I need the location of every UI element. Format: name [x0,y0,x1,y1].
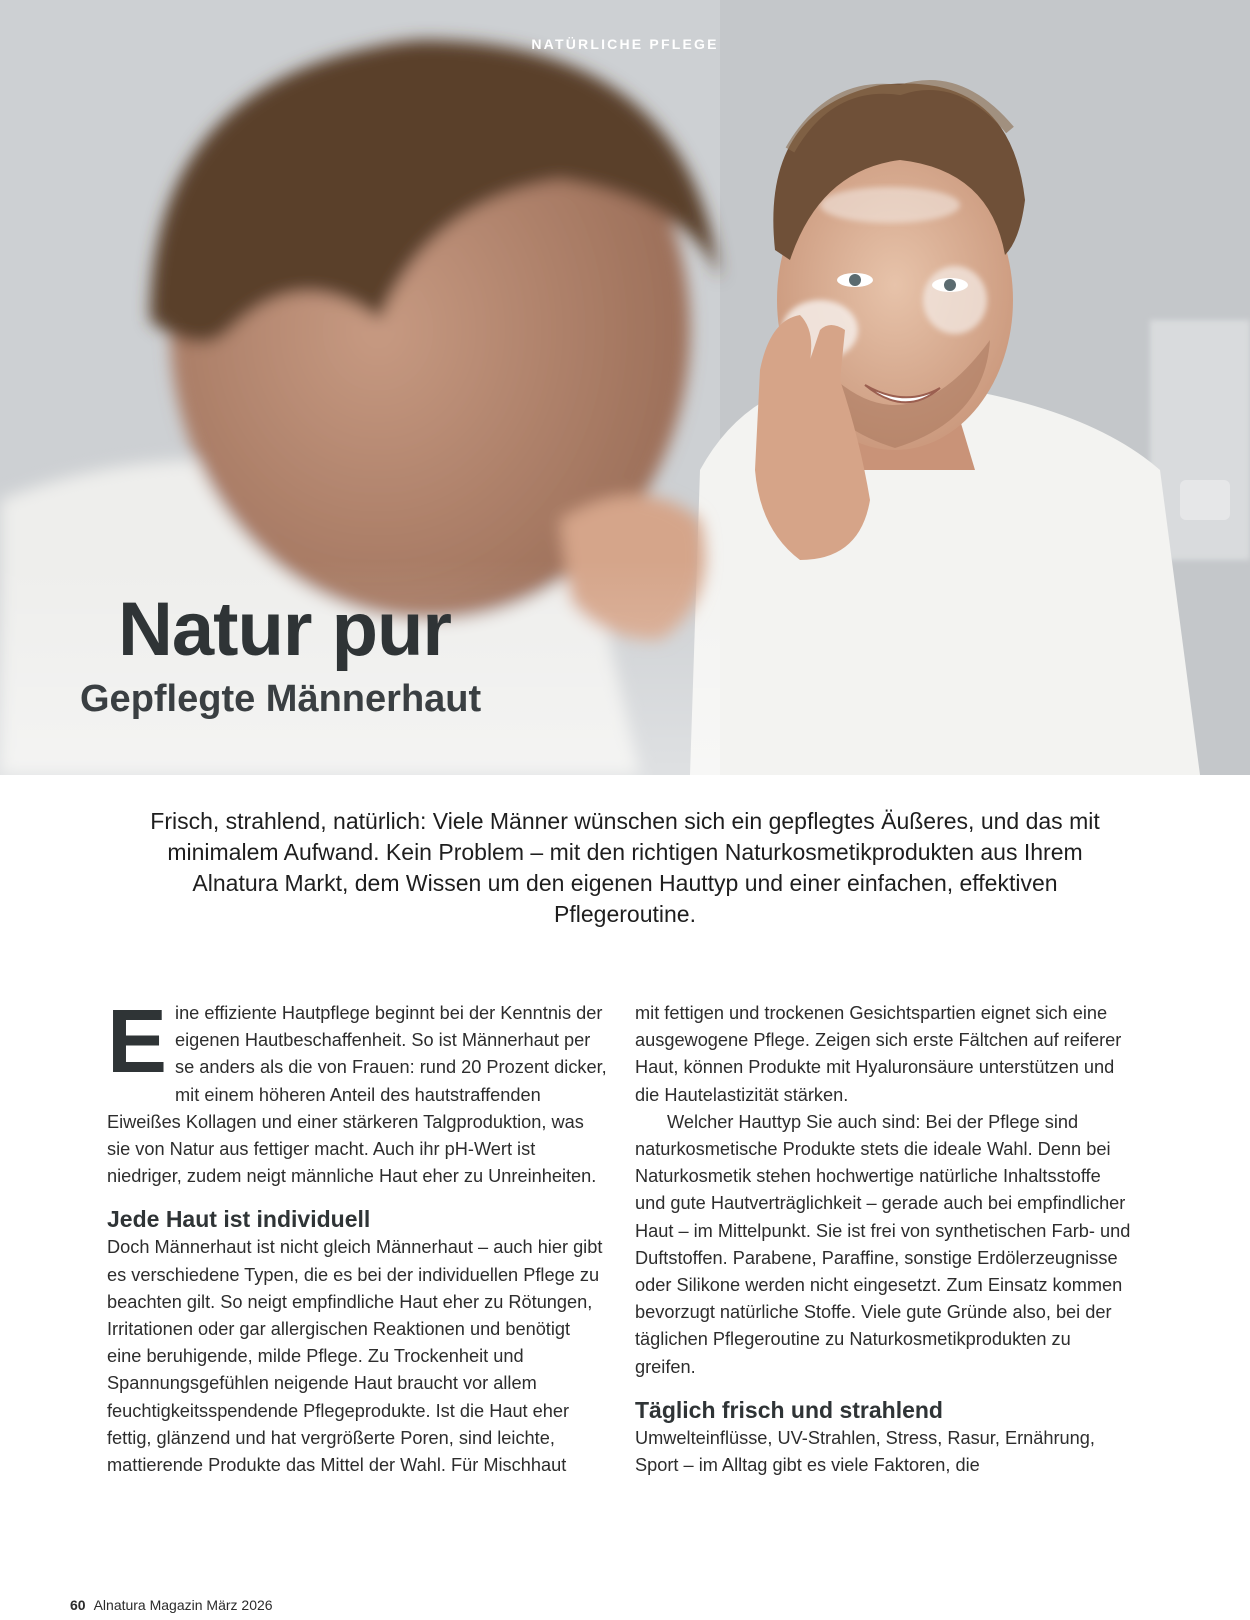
section-heading-2: Täglich frisch und strahlend [635,1396,943,1423]
article-title: Natur pur [118,587,451,672]
paragraph-1-text: ine effiziente Hautpflege beginnt bei der Kenntnis der eigenen Hautbeschaffenheit. So ist Männerhaut per se anders als die von Frauen: rund 20 Prozent dicker, mit einem höheren Anteil des hautstraffenden Eiweißes Kollagen und einer stärkeren Talgproduktion, was sie von Natur aus fettiger macht. Auch ihr pH-Wert ist niedriger, zudem neigt männliche Haut eher zu Unreinheiten. [107,1003,607,1187]
hero-photo [0,0,1250,775]
article-subtitle: Gepflegte Männerhaut [80,678,482,720]
paragraph-4: Welcher Hauttyp Sie auch sind: Bei der Pflege sind naturkosmetische Produkte stets die ideale Wahl. Denn bei Naturkosmetik stehen hochwertige natürliche Inhaltsstoffe und gute Hautverträglichkeit – gerade auch bei empfindlicher Haut – im Mittelpunkt. Sie ist frei von synthetischen Farb- und Duftstoffen. Parabene, Paraffine, sonstige Erdölerzeugnisse oder Silikone werden nicht eingesetzt. Zum Einsatz kommen bevorzugt natürliche Stoffe. Viele gute Gründe also, bei der täglichen Pflegeroutine zu Naturkosmetikprodukten zu greifen. [635,1111,1131,1377]
page-number: 60 [70,1597,86,1613]
page-footer [70,1597,273,1613]
section-label: NATÜRLICHE PFLEGE [531,36,719,52]
drop-cap: E [107,992,168,1092]
publication-name: Alnatura Magazin März 2026 [93,1597,273,1613]
intro-lead: Frisch, strahlend, natürlich: Viele Männer wünschen sich ein gepflegtes Äußeres, und das mit minimalem Aufwand. Kein Problem – mit den richtigen Naturkosmetikprodukten aus Ihrem Alnatura Markt, dem Wissen um den eigenen Hauttyp und einer einfachen, effektiven Pflegeroutine. [150,808,1100,927]
article-column-left [107,992,607,1479]
section-heading-1: Jede Haut ist individuell [107,1206,371,1233]
article-column-right [635,1000,1135,1479]
paragraph-1 [107,992,607,1190]
paragraph-5: Umwelteinflüsse, UV-Strahlen, Stress, Rasur, Ernährung, Sport – im Alltag gibt es viele Faktoren, die [635,1427,1095,1476]
paragraph-2: Doch Männerhaut ist nicht gleich Männerhaut – auch hier gibt es verschiedene Typen, die es bei der individuellen Pflege zu beachten gilt. So neigt empfindliche Haut eher zu Rötungen, Irritationen oder gar allergischen Reaktionen und benötigt eine beruhigende, milde Pflege. Zu Trockenheit und Spannungsgefühlen neigende Haut braucht vor allem feuchtigkeitsspendende Pflegeprodukte. Ist die Haut eher fettig, glänzend und hat vergrößerte Poren, sind leichte, mattierende Produkte das Mittel der Wahl. Für Mischhaut [107,1237,603,1476]
paragraph-3: mit fettigen und trockenen Gesichtspartien eignet sich eine ausgewogene Pflege. Zeigen sich erste Fältchen auf reiferer Haut, können Produkte mit Hyaluronsäure unterstützen und die Hautelastizität stärken. [635,1003,1122,1105]
